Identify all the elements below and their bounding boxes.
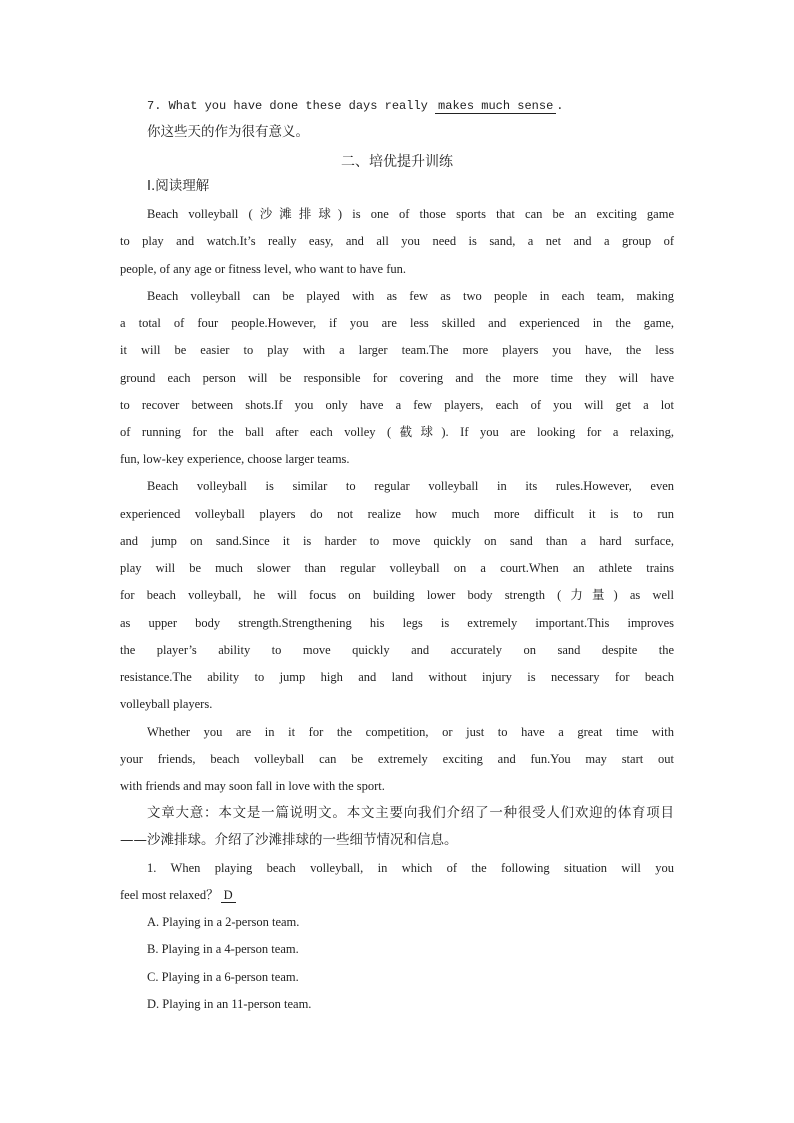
passage-line: resistance.The ability to jump high and land without injury is necessary for beach <box>120 670 674 684</box>
question-1-stem: 1. When playing beach volleyball, in which of the following situation will you <box>147 861 674 875</box>
question-7 <box>147 98 674 114</box>
passage-line: ground each person will be responsible for covering and the more time they will have <box>120 371 674 385</box>
passage-line: your friends, beach volleyball can be extremely exciting and fun.You may start out <box>120 752 674 766</box>
question-7-end: . <box>556 99 564 113</box>
passage-line: Beach volleyball is similar to regular volleyball in its rules.However, even <box>147 479 674 493</box>
passage-line: volleyball players. <box>120 697 213 711</box>
question-7-translation: 你这些天的作为很有意义。 <box>147 124 309 140</box>
summary-line: ——沙滩排球。介绍了沙滩排球的一些细节情况和信息。 <box>120 832 458 848</box>
passage-line: Beach volleyball can be played with as few as two people in each team, making <box>147 289 674 303</box>
passage-line: fun, low-key experience, choose larger teams. <box>120 452 350 466</box>
question-1-stem-cont <box>120 887 674 903</box>
passage-line: with friends and may soon fall in love with the sport. <box>120 779 385 793</box>
passage-line: of running for the ball after each volley (截球). If you are looking for a relaxing, <box>120 425 674 439</box>
question-1-answer: D <box>221 889 236 903</box>
question-7-text: 7. What you have done these days really <box>147 99 436 113</box>
reading-heading: Ⅰ.阅读理解 <box>147 178 210 194</box>
option-d: D. Playing in an 11-person team. <box>147 997 312 1011</box>
passage-line: experienced volleyball players do not realize how much more difficult it is to run <box>120 507 674 521</box>
passage-line: as upper body strength.Strengthening his legs is extremely important.This improves <box>120 616 674 630</box>
question-7-answer: makes much sense <box>435 100 556 114</box>
passage-line: play will be much slower than regular volleyball on a court.When an athlete trains <box>120 561 674 575</box>
passage-line: Whether you are in it for the competition, or just to have a great time with <box>147 725 674 739</box>
passage-line: a total of four people.However, if you are less skilled and experienced in the game, <box>120 316 674 330</box>
passage-line: people, of any age or fitness level, who want to have fun. <box>120 262 407 276</box>
option-b: B. Playing in a 4-person team. <box>147 942 299 956</box>
passage-line: it will be easier to play with a larger team.The more players you have, the less <box>120 343 674 357</box>
question-1-stem-end: feel most relaxed？ <box>120 888 219 902</box>
section-title: 二、培优提升训练 <box>341 154 453 170</box>
option-a: A. Playing in a 2-person team. <box>147 915 300 929</box>
passage-line: to recover between shots.If you only have a few players, each of you will get a lot <box>120 398 674 412</box>
passage-line: and jump on sand.Since it is harder to move quickly on sand than a hard surface, <box>120 534 674 548</box>
summary-line: 文章大意：本文是一篇说明文。本文主要向我们介绍了一种很受人们欢迎的体育项目 <box>147 805 674 821</box>
passage-line: Beach volleyball (沙滩排球) is one of those sports that can be an exciting game <box>147 207 674 221</box>
option-c: C. Playing in a 6-person team. <box>147 970 299 984</box>
passage-line: for beach volleyball, he will focus on building lower body strength (力量) as well <box>120 588 674 602</box>
passage-line: to play and watch.It’s really easy, and all you need is sand, a net and a group of <box>120 234 674 248</box>
passage-line: the player’s ability to move quickly and accurately on sand despite the <box>120 643 674 657</box>
